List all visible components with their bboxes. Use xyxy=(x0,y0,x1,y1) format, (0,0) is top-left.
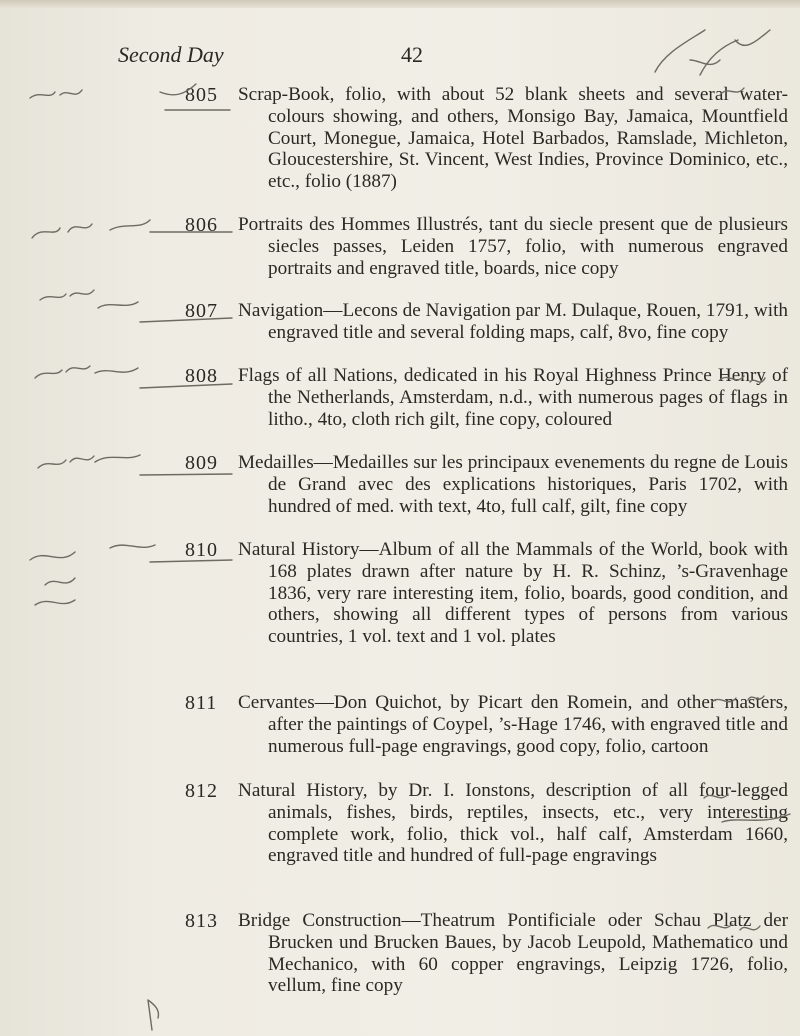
lot-description: Cervantes—Don Quichot, by Picart den Romein, and other masters, after the paintings of Coypel, ’s-Hage 1746, with engraved title and numerous full-page engravings, good copy, folio, cartoon xyxy=(238,692,788,757)
pencil-figure xyxy=(30,552,75,605)
lot-number: 808 xyxy=(185,365,218,387)
lot-number: 806 xyxy=(185,214,218,236)
lot-number: 812 xyxy=(185,780,218,802)
lot-number: 805 xyxy=(185,84,218,106)
lot-number: 810 xyxy=(185,539,218,561)
lot-description: Natural History—Album of all the Mammals of the World, book with 168 plates drawn after nature by H. R. Schinz, ’s-Gravenhage 1836, very rare interesting item, folio, boards, good condition, and others, showing all different types of persons from various countries, 1 vol. text and 1 vol. plates xyxy=(238,539,788,648)
pencil-figure xyxy=(38,456,94,468)
page-top-edge xyxy=(0,0,800,8)
lot-description: Portraits des Hommes Illustrés, tant du siecle present que de plusieurs siecles passes, Leiden 1757, folio, with numerous engraved portraits and engraved title, boards, nice copy xyxy=(238,214,788,279)
lot-number: 811 xyxy=(185,692,218,714)
pencil-figure xyxy=(32,224,92,238)
lot-description: Bridge Construction—Theatrum Pontificiale oder Schau Platz der Brucken und Brucken Baues, by Jacob Leupold, Mathematico und Mechanico, with 60 copper engravings, Leipzig 1726, folio, vellum, fine copy xyxy=(238,910,788,997)
pencil-figure xyxy=(40,290,94,300)
lot-description: Natural History, by Dr. I. Ionstons, description of all four-legged animals, fishes, birds, reptiles, insects, etc., very interesting complete work, folio, thick vol., half calf, Amsterdam 1660, engraved title and hundred of full-page engravings xyxy=(238,780,788,867)
page-number: 42 xyxy=(401,42,423,67)
running-title: Second Day xyxy=(118,42,224,67)
lot-description: Navigation—Lecons de Navigation par M. Dulaque, Rouen, 1791, with engraved title and several folding maps, calf, 8vo, fine copy xyxy=(238,300,788,343)
lot-number: 813 xyxy=(185,910,218,932)
pencil-mark xyxy=(148,1000,158,1030)
pencil-figure xyxy=(30,90,82,98)
lot-number: 809 xyxy=(185,452,218,474)
page-header xyxy=(118,42,678,72)
pencil-figure xyxy=(35,366,90,378)
lot-number: 807 xyxy=(185,300,218,322)
lot-description: Scrap-Book, folio, with about 52 blank sheets and several water-colours showing, and others, Monsigo Bay, Jamaica, Mountfield Court, Monegue, Jamaica, Hotel Barbados, Ramslade, Michleton, Gloucestershire, St. Vincent, West Indies, Province Dominico, etc., etc., folio (1887) xyxy=(238,84,788,193)
lot-description: Flags of all Nations, dedicated in his Royal Highness Prince Henry of the Netherlands, Amsterdam, n.d., with numerous pages of flags in litho., 4to, cloth rich gilt, fine copy, coloured xyxy=(238,365,788,430)
lot-description: Medailles—Medailles sur les principaux evenements du regne de Louis de Grand avec des explications historiques, Paris 1702, with hundred of med. with text, 4to, full calf, gilt, fine copy xyxy=(238,452,788,517)
